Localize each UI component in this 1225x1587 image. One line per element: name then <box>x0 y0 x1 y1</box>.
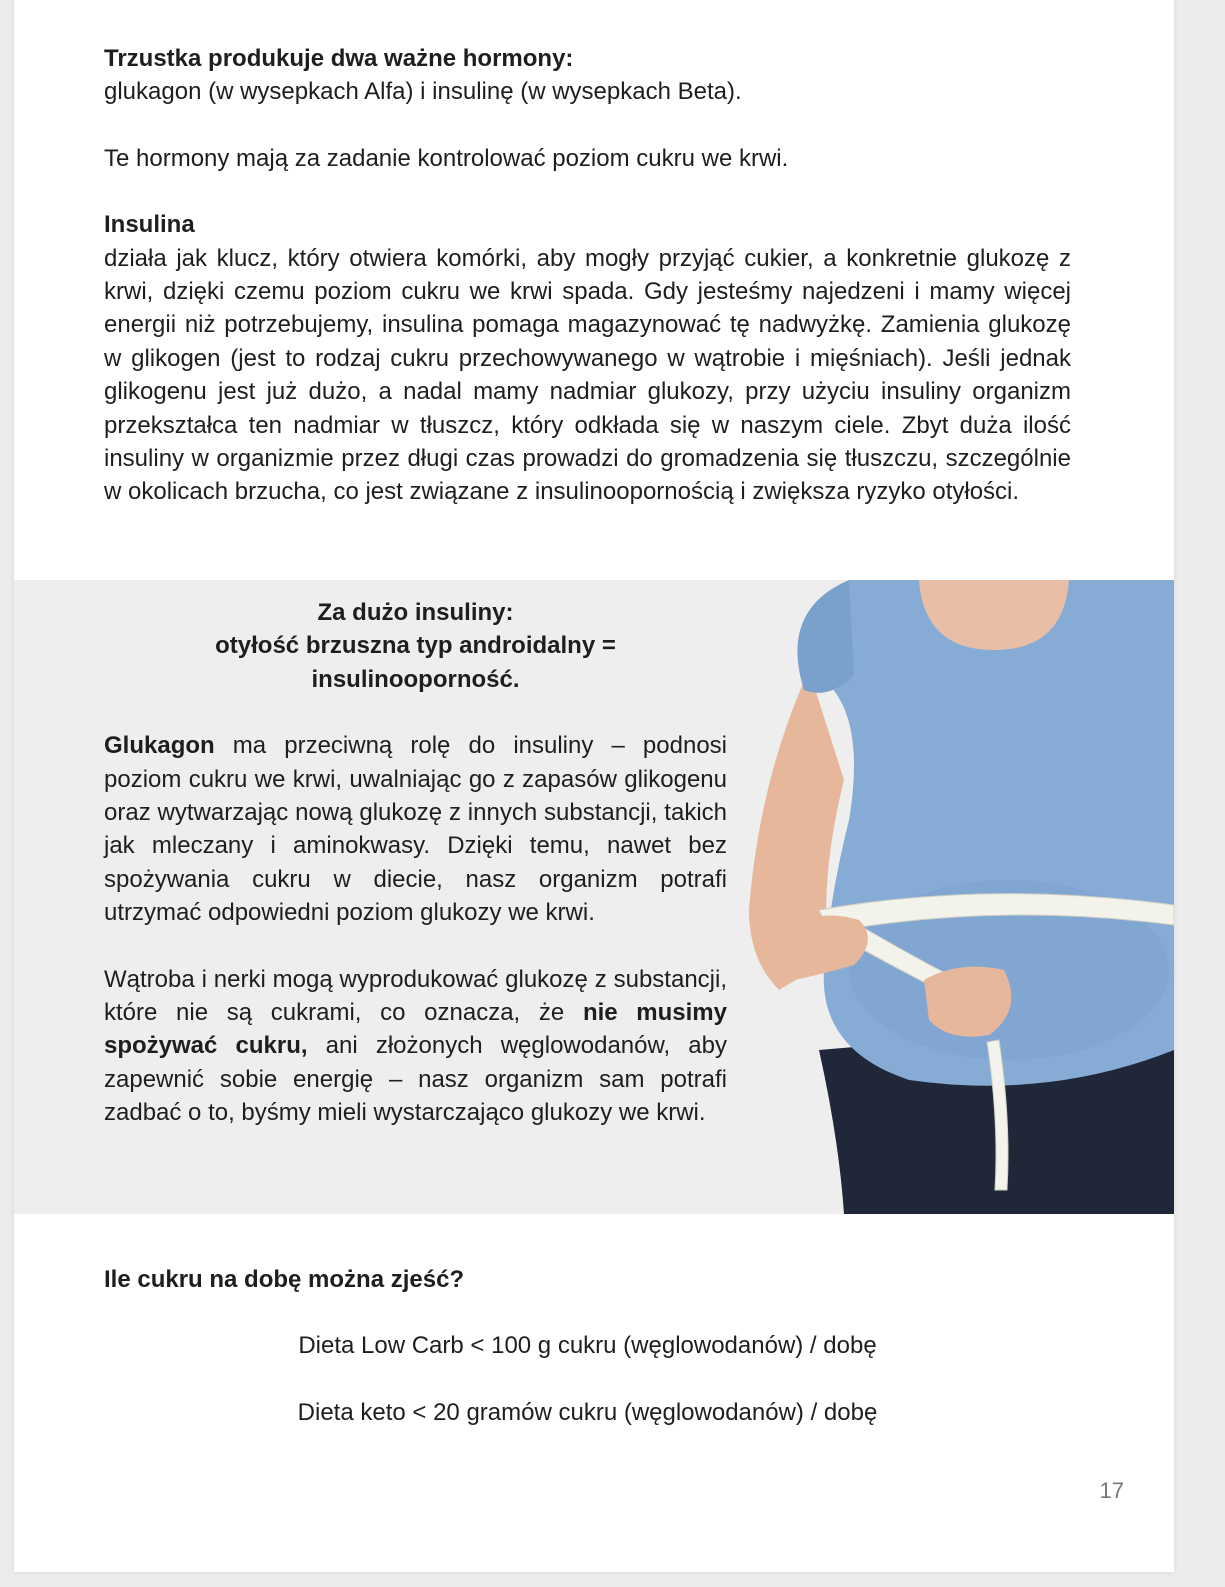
hormones-heading: Trzustka produkuje dwa ważne hormony: <box>104 45 574 72</box>
glucagon-body: ma przeciwną rolę do insuliny – podnosi poziom cukru we krwi, uwalniając go z zapasów glikogenu oraz wytwarzając nową glukozę z innych substancji, takich jak mleczany i aminokwasy. Dzięki temu, nawet bez spożywania cukru w diecie, nasz organizm potrafi utrzymać odpowiedni poziom glukozy we krwi. <box>104 732 727 927</box>
insulin-heading: Insulina <box>104 211 195 239</box>
glucagon-term: Glukagon <box>104 732 215 760</box>
liver-bold: nie musimy spożywać cukru, <box>104 999 727 1060</box>
intro-section <box>104 42 1071 509</box>
sugar-heading: Ile cukru na dobę można zjeść? <box>104 1266 465 1293</box>
waist-measurement-illustration <box>749 580 1174 1214</box>
sugar-section <box>104 1263 1071 1429</box>
glucagon-paragraph <box>104 729 727 929</box>
hormones-role: Te hormony mają za zadanie kontrolować poziom cukru we krwi. <box>104 144 789 172</box>
hormones-line: glukagon (w wysepkach Alfa) i insulinę (w wysepkach Beta). <box>104 78 742 106</box>
callout-line-1: Za dużo insuliny: <box>317 599 514 626</box>
waist-measurement-photo <box>749 580 1174 1214</box>
liver-paragraph <box>104 963 727 1130</box>
liver-after: ani złożonych węglowodanów, aby zapewnić sobie energię – nasz organizm sam potrafi zadbać o to, byśmy mieli wystarczająco glukozy we krwi. <box>104 1032 727 1127</box>
band-text <box>104 596 727 1130</box>
callout-line-2: otyłość brzuszna typ androidalny = <box>215 632 616 660</box>
diet-keto: Dieta keto < 20 gramów cukru (węglowodanów) / dobę <box>297 1398 878 1426</box>
page-number: 17 <box>1099 1478 1124 1503</box>
callout-line-3: insulinooporność. <box>311 665 520 693</box>
liver-before: Wątroba i nerki mogą wyprodukować glukozę z substancji, które nie są cukrami, co oznacza, że <box>104 965 727 1027</box>
diet-low-carb: Dieta Low Carb < 100 g cukru (węglowodanów) / dobę <box>298 1332 877 1360</box>
document-page <box>14 0 1174 1572</box>
highlight-band <box>14 580 1174 1214</box>
insulin-paragraph: działa jak klucz, który otwiera komórki, aby mogły przyjąć cukier, a konkretnie glukozę z krwi, dzięki czemu poziom cukru we krwi spada. Gdy jesteśmy najedzeni i mamy więcej energii niż potrzebujemy, insulina pomaga magazynować tę nadwyżkę. Zamienia glukozę w glikogen (jest to rodzaj cukru przechowywanego w wątrobie i mięśniach). Jeśli jednak glikogenu jest już dużo, a nadal mamy nadmiar glukozy, przy użyciu insuliny organizm przekształca ten nadmiar w tłuszcz, który odkłada się w naszym ciele. Zbyt duża ilość insuliny w organizmie przez długi czas prowadzi do gromadzenia się tłuszczu, szczególnie w okolicach brzucha, co jest związane z insulinoopornością i zwiększa ryzyko otyłości. <box>104 244 1071 506</box>
